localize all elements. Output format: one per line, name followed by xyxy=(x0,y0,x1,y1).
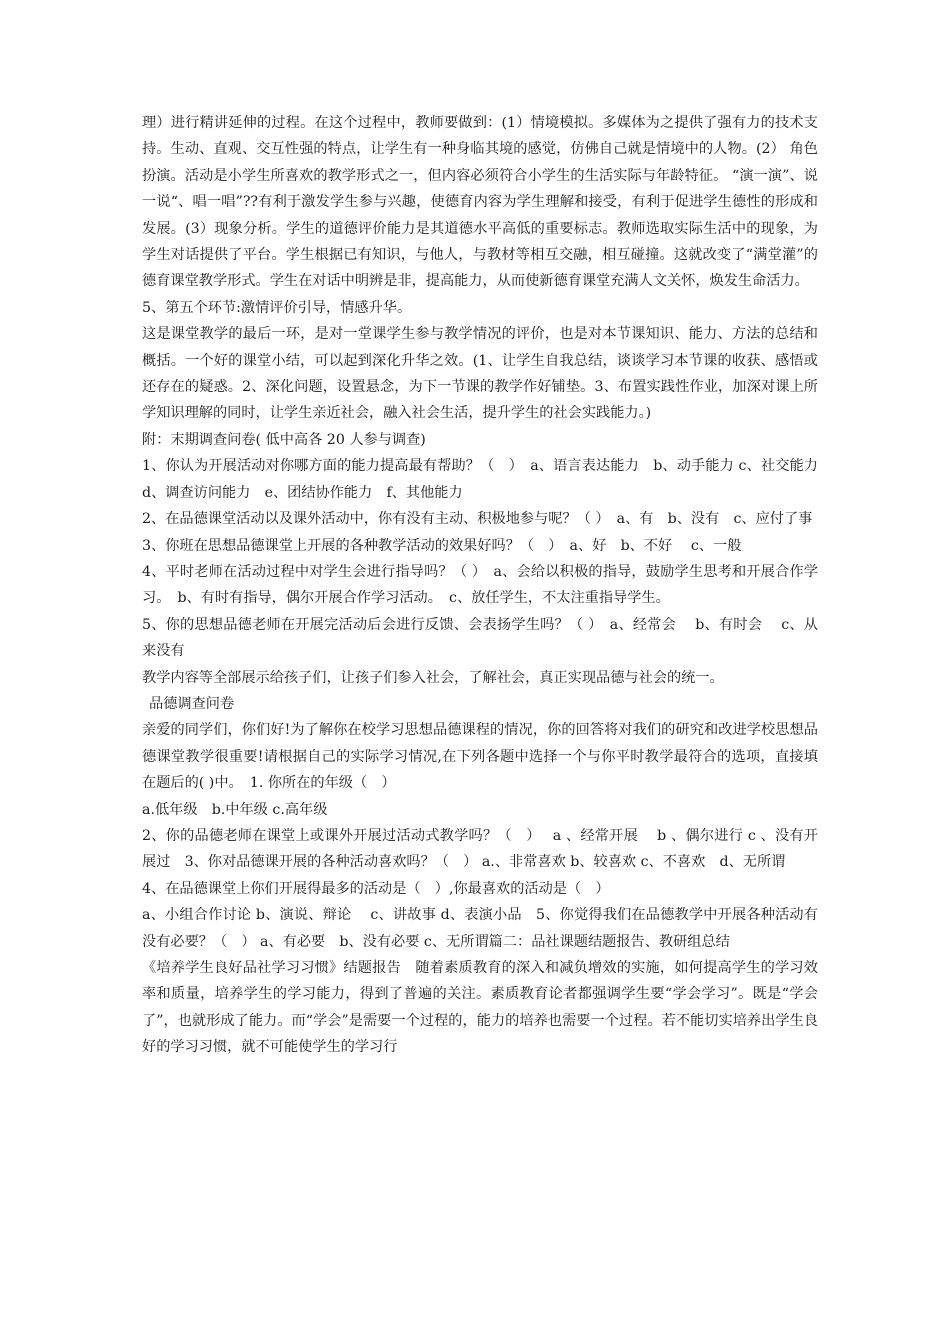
document-page xyxy=(142,110,818,1061)
questionnaire-title: 品德调查问卷 xyxy=(149,695,235,712)
paragraph-survey-heading: 附：末期调查问卷( 低中高各 20 人参与调查) xyxy=(142,431,426,448)
questionnaire-question-2-3: 2、你的品德老师在课堂上或课外开展过活动式教学吗？（ ） a 、经常开展 b 、偶尔进行 c 、没有开展过 3、你对品德课开展的各种活动喜欢吗？（ ） a.、非常喜欢 b、较喜欢 c、不喜欢 d、无所谓 xyxy=(142,827,818,871)
paragraph-step-five-heading: 5、第五个环节:激情评价引导，情感升华。 xyxy=(142,299,412,316)
survey-question-1: 1、你认为开展活动对你哪方面的能力提高最有帮助？（ ） a、语言表达能力 b、动手能力 c、社交能力 d、调查访问能力 e、团结协作能力 f、其他能力 xyxy=(142,458,818,501)
questionnaire-intro: 亲爱的同学们，你们好!为了解你在校学习思想品德课程的情况，你的回答将对我们的研究和改进学校思想品德课堂教学很重要!请根据自己的实际学习情况,在下列各题中选择一个与你平时教学最符合的选项，直接填在题后的( )中。 1. 你所在的年级（ ） xyxy=(142,722,818,792)
survey-question-2: 2、在品德课堂活动以及课外活动中，你有没有主动、积极地参与呢？（ ） a、有 b、没有 c、应付了事 xyxy=(142,511,813,528)
paragraph-final-report: 《培养学生良好品社学习习惯》结题报告 随着素质教育的深入和减负增效的实施，如何提高学生的学习效率和质量，培养学生的学习能力，得到了普遍的关注。素质教育论者都强调学生要“学会学习”。既是“学会了”，也就形成了能力。而“学会”是需要一个过程的，能力的培养也需要一个过程。若不能切实培养出学生良好的学习习惯，就不可能使学生的学习行 xyxy=(142,960,818,1056)
questionnaire-grade-options: a.低年级 b.中年级 c.高年级 xyxy=(142,801,328,818)
paragraph-teaching-content: 教学内容等全部展示给孩子们，让孩子们参入社会，了解社会，真正实现品德与社会的统一。 xyxy=(142,669,724,686)
survey-question-5: 5、你的思想品德老师在开展完活动后会进行反馈、会表扬学生吗？（ ） a、经常会 b、有时会 c、从来没有 xyxy=(142,616,818,660)
survey-question-3: 3、你班在思想品德课堂上开展的各种教学活动的效果好吗？（ ） a、好 b、不好 c、一般 xyxy=(142,537,742,554)
questionnaire-question-4: 4、在品德课堂上你们开展得最多的活动是（ ）,你最喜欢的活动是（ ） xyxy=(142,880,610,897)
questionnaire-question-5: a、小组合作讨论 b、演说、辩论 c、讲故事 d、表演小品 5、你觉得我们在品德教学中开展各种活动有没有必要？（ ） a、有必要 b、没有必要 c、无所谓篇二：品社课题结题报告、教研组总结 xyxy=(142,907,818,950)
paragraph-class-summary: 这是课堂教学的最后一环，是对一堂课学生参与教学情况的评价，也是对本节课知识、能力、方法的总结和概括。一个好的课堂小结，可以起到深化升华之效。(1、让学生自我总结，谈谈学习本节课的收获、感悟或还存在的疑惑。2、深化问题，设置悬念，为下一节课的教学作好铺垫。3、布置实践性作业，加深对课上所学知识理解的同时，让学生亲近社会，融入社会生活，提升学生的社会实践能力。) xyxy=(142,326,818,422)
survey-question-4: 4、平时老师在活动过程中对学生会进行指导吗？（ ） a、会给以积极的指导，鼓励学生思考和开展合作学习。 b、有时有指导，偶尔开展合作学习活动。 c、放任学生，不太注重指导学生。 xyxy=(142,563,818,607)
paragraph-situation-simulation: 理）进行精讲延伸的过程。在这个过程中，教师要做到：(1）情境模拟。多媒体为之提供了强有力的技术支持。生动、直观、交互性强的特点，让学生有一种身临其境的感觉，仿佛自己就是情境中的人物。(2） 角色扮演。活动是小学生所喜欢的教学形式之一，但内容必须符合小学生的生活实际与年龄特征。 “演一演”、说一说“、唱一唱”??有利于激发学生参与兴趣，使德育内容为学生理解和接受，有利于促进学生德性的形成和发展。(3）现象分析。学生的道德评价能力是其道德水平高低的重要标志。教师选取实际生活中的现象，为学生对话提供了平台。学生根据已有知识，与他人，与教材等相互交融，相互碰撞。这就改变了“满堂灌”的德育课堂教学形式。学生在对话中明辨是非，提高能力，从而使新德育课堂充满人文关怀，焕发生命活力。 xyxy=(142,115,818,290)
